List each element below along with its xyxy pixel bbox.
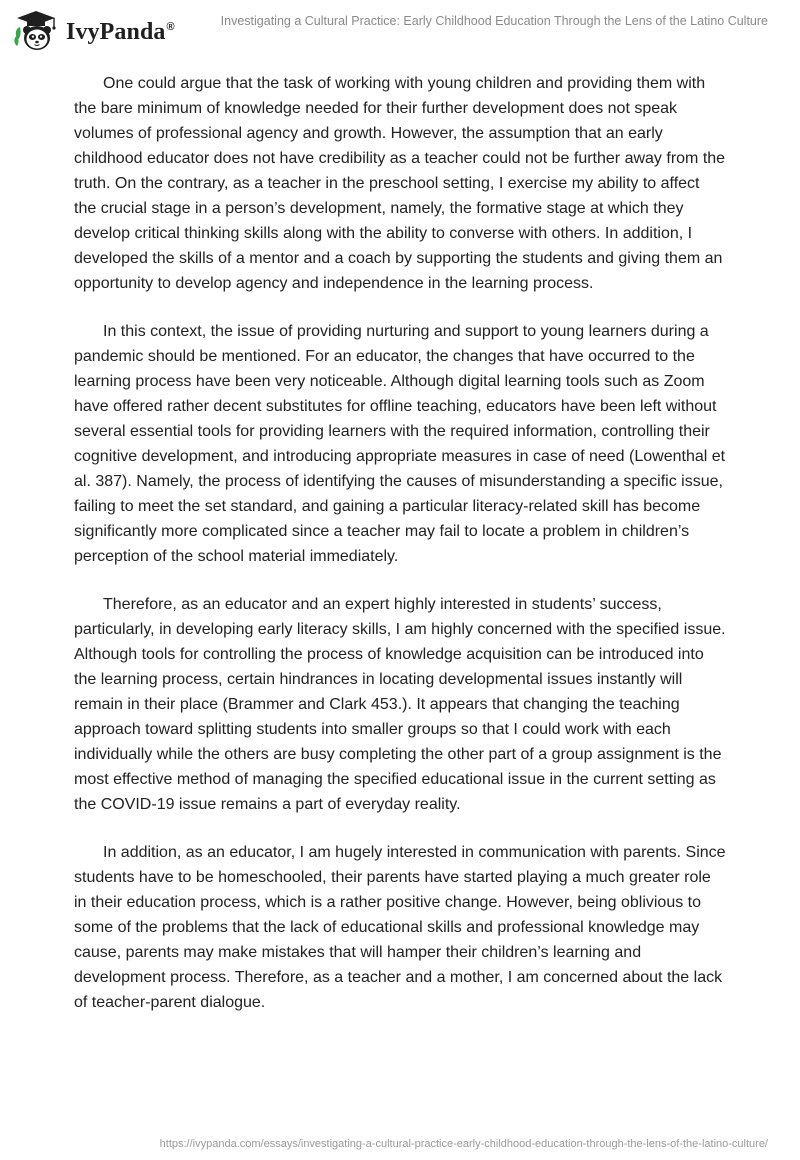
paragraph-1: One could argue that the task of working with young children and providing them with the bare minimum of knowledge needed for their further development does not speak volumes of professional agency and growth. However, the assumption that an early childhood educator does not have credibility as a teacher could not be further away from the truth. On the contrary, as a teacher in the preschool setting, I exercise my ability to affect the crucial stage in a person’s development, namely, the formative stage at which they develop critical thinking skills along with the ability to converse with others. In addition, I developed the skills of a mentor and a coach by supporting the students and giving them an opportunity to develop agency and independence in the learning process. xyxy=(74,75,726,292)
logo-wordmark xyxy=(66,19,175,46)
paragraph-4: In addition, as an educator, I am hugely interested in communication with parents. Since students have to be homeschooled, their parents have started playing a much greater role in their education process, which is a rather positive change. However, being oblivious to some of the problems that the lack of educational skills and professional knowledge may cause, parents may make mistakes that will hamper their children’s learning and development process. Therefore, as a teacher and a mother, I am concerned about the lack of teacher-parent dialogue. xyxy=(74,844,726,1011)
document-title: Investigating a Cultural Practice: Early Childhood Education Through the Lens of the Latino Culture xyxy=(220,14,768,28)
page-header xyxy=(0,0,800,60)
ivypanda-logo[interactable] xyxy=(14,10,175,52)
essay-body xyxy=(74,71,726,1038)
panda-graduation-cap-icon xyxy=(14,10,60,52)
source-url[interactable]: https://ivypanda.com/essays/investigating-a-cultural-practice-early-childhood-education-through-the-lens-of-the-latino-culture/ xyxy=(159,1138,768,1150)
logo-name: IvyPanda xyxy=(66,18,166,45)
registered-mark: ® xyxy=(166,20,175,33)
paragraph-3: Therefore, as an educator and an expert highly interested in students’ success, particularly, in developing early literacy skills, I am highly concerned with the specified issue. Although tools for controlling the process of knowledge acquisition can be introduced into the learning process, certain hindrances in locating developmental issues instantly will remain in their place (Brammer and Clark 453.). It appears that changing the teaching approach toward splitting students into smaller groups so that I could work with each individually while the others are busy completing the other part of a group assignment is the most effective method of managing the specified educational issue in the current setting as the COVID-19 issue remains a part of everyday reality. xyxy=(74,596,726,813)
paragraph-2: In this context, the issue of providing nurturing and support to young learners during a pandemic should be mentioned. For an educator, the changes that have occurred to the learning process have been very noticeable. Although digital learning tools such as Zoom have offered rather decent substitutes for offline teaching, educators have been left without several essential tools for providing learners with the required information, controlling their cognitive development, and introducing appropriate measures in case of need (Lowenthal et al. 387). Namely, the process of identifying the causes of misunderstanding a specific issue, failing to meet the set standard, and gaining a particular literacy-related skill has become significantly more complicated since a teacher may fail to locate a problem in children’s perception of the school material immediately. xyxy=(74,323,726,565)
